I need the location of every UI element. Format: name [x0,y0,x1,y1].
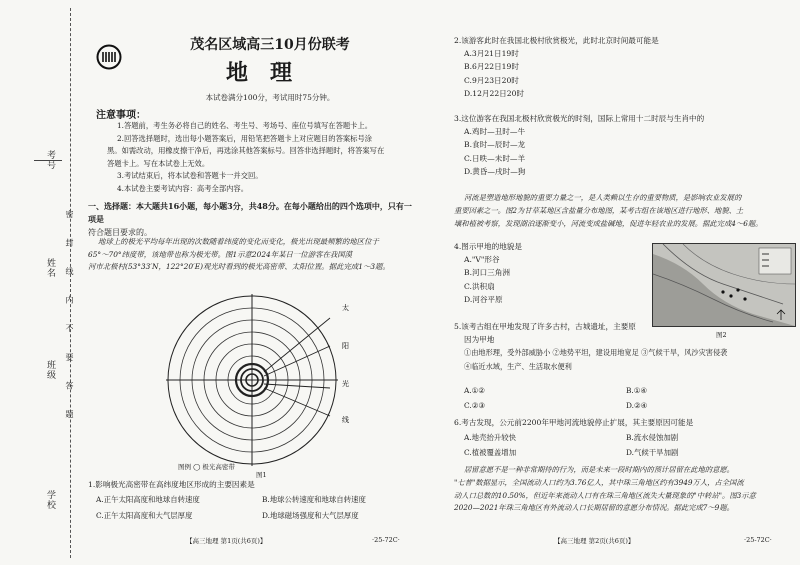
passage-line: 居留意愿不是一种非常期待的行为，而是未来一段时期内的预计居留在此地的意愿。 [464,465,734,474]
option-a: A.正午太阳高度和地球自转速度 [96,495,200,504]
passage-line: 2020—2021年珠三角地区有外流动人口长期居留的意愿分布情况。据此完成7～9题。 [454,503,734,513]
section-line: 符合题目要求的。 [88,228,152,237]
passage-line: 重要因素之一。图2为甘草某地区含盐量分布地图，某考古组在该地区进行地形、地貌、土 [454,205,744,215]
statement-list: ①由地形理，受外部威胁小 ②地势平坦，建设用地宽足 ③气候干旱，风沙灾害侵袭 [464,348,728,358]
class-label: 班级 [45,360,55,380]
question-4 [454,240,644,306]
statement-list: ④临近水域，生产、生活取水便利 [464,361,572,371]
question-2 [454,34,784,100]
option-b: B.食时—辰时—龙 [464,140,526,150]
question-stem: 1.影响极光高密带在高纬度地区形成的主要因素是 [88,480,255,489]
fig1-label-yang: 阳 [342,342,349,350]
note-item: 黑。如需改动，用橡皮擦干净后，再选涂其他答案标号。回答非选择题时，将答案写在 [107,146,385,156]
section-heading [88,200,418,239]
name-label: 姓名 [45,258,55,278]
footer-page-label: 【高三地理 第2页(共6页)】 [554,537,635,545]
figure-2-caption: 图2 [716,331,727,339]
option-b: B.流水侵蚀加剧 [626,433,679,442]
fig1-label-xian: 线 [342,416,349,424]
option-a: A.鸡时—丑时—牛 [464,127,526,137]
question-1 [88,478,418,492]
passage-line: 壤和植被考察，发现湖泊逐渐变小，河流变成盐碱地，促进年轻农业的发展。据此完成4～6题。 [454,218,763,228]
fig1-label-guang: 光 [342,380,349,388]
option-c: C.植被覆盖增加 [464,448,517,457]
note-item: 4.本试卷主要考试内容：高考全部内容。 [117,183,249,193]
question-stem: 4.图示甲地的地貌是 [454,242,522,251]
question-stem: 5.该考古组在甲地发现了许多古村，古城遗址，主要原 [454,322,636,331]
school-label: 学校 [45,490,55,510]
option-c: C.洪积扇 [464,281,495,291]
passage-1 [88,236,418,274]
question-3 [454,112,784,178]
figure-2-terrain-map [652,243,796,327]
passage-line: 河市北极村(53°33′N，122°20′E)观光时看到的极光高密带、太阳位置。据此完成1～3题。 [88,262,390,272]
footer-page-label: 【高三地理 第1页(共6页)】 [186,537,267,545]
note-item: 2.回答选择题时，选出每小题答案后，用铅笔把答题卡上对应题目的答案标号涂 [117,133,373,143]
notes-title: 注意事项： [96,110,146,121]
option-a: A.地壳抬升较快 [464,433,517,442]
footer-code: ·25-72C· [372,536,400,544]
passage-line: 地球上的极光平均每年出现的次数随着纬度的变化而变化，极光出现最频繁的地区位于 [98,237,379,246]
option-d: D.12月22日20时 [464,88,525,98]
exam-logo-icon [96,44,122,70]
option-a: A."V"形谷 [464,255,500,265]
score-line: 本试卷满分100分，考试用时75分钟。 [205,93,335,102]
exam-no-label: 考号 [45,150,55,170]
notes-list [107,120,419,196]
passage-line: "七普"数据显示，全国流动人口约为3.76亿人，其中珠三角地区约有3949万人，占全国流 [454,477,744,487]
figure-1-legend: 图例 ◯ 极光高密带 [178,463,235,471]
option-b: B.①④ [626,386,648,395]
question-stem: 3.这位游客在我国北极村欣赏极光的时刻，国际上常用十二时辰与生肖中的 [454,114,705,123]
option-d: D.黄昏—戌时—狗 [464,166,526,176]
question-stem: 6.考古发现，公元前2200年甲地河流地貌停止扩展，其主要原因可能是 [454,418,694,427]
passage-line: 河流是塑造地形地貌的重要力量之一，是人类赖以生存的重要物质，是影响农业发展的 [464,193,742,202]
note-item: 答题卡上。写在本试卷上无效。 [107,158,210,168]
question-stem-cont: 因为甲地 [464,335,495,345]
option-d: D.②④ [626,401,648,410]
passage-3 [454,464,794,515]
option-c: C.9月23日20时 [464,75,519,85]
option-b: B.6月22日19时 [464,62,519,72]
passage-line: 65°～70°纬度带，该地带也称为极光带。图1示意2024年某日一位游客在我国漠 [88,249,353,259]
option-d: D.地球磁场强度和大气层厚度 [262,511,359,520]
question-6 [454,416,784,429]
option-b: B.河口三角洲 [464,268,510,278]
option-a: A.3月21日19时 [464,49,519,59]
question-5 [454,320,784,373]
note-item: 1.答题前，考生务必将自己的姓名、考生号、考场号、座位号填写在答题卡上。 [117,121,373,130]
note-item: 3.考试结束后，将本试卷和答题卡一并交回。 [117,171,263,181]
exam-no-blank [34,160,62,161]
option-b: B.地球公转速度和地球自转速度 [262,495,366,504]
option-a: A.①② [464,386,485,395]
binding-margin [0,0,78,565]
exam-title: 茂名区域高三10月份联考 [190,37,350,53]
figure-1-caption: 图1 [256,471,267,479]
seal-line-text: 密 封 线 内 不 要 答 题 [65,210,74,427]
question-stem: 2.该游客此时在我国北极村欣赏极光，此时北京时间最可能是 [454,36,659,45]
option-c: C.②③ [464,401,485,410]
option-d: D.气候干旱加剧 [626,448,679,457]
subject-title: 地理 [225,60,314,86]
passage-line: 动人口总数的10.50%，但近年来流动人口有在珠三角地区流失大量现象的"中转站"。图3示意 [454,490,756,500]
option-c: C.日昳—未时—羊 [464,153,526,163]
option-d: D.河谷平原 [464,294,503,304]
figure-1-sky-diagram [160,288,396,470]
option-c: C.正午太阳高度和大气层厚度 [96,511,193,520]
footer-code: ·25-72C· [744,536,772,544]
fig1-label-sun: 太 [342,304,349,312]
passage-2 [454,192,794,230]
section-line: 一、选择题：本大题共16小题，每小题3分，共48分。在每小题给出的四个选项中，只有一项是 [88,201,412,224]
